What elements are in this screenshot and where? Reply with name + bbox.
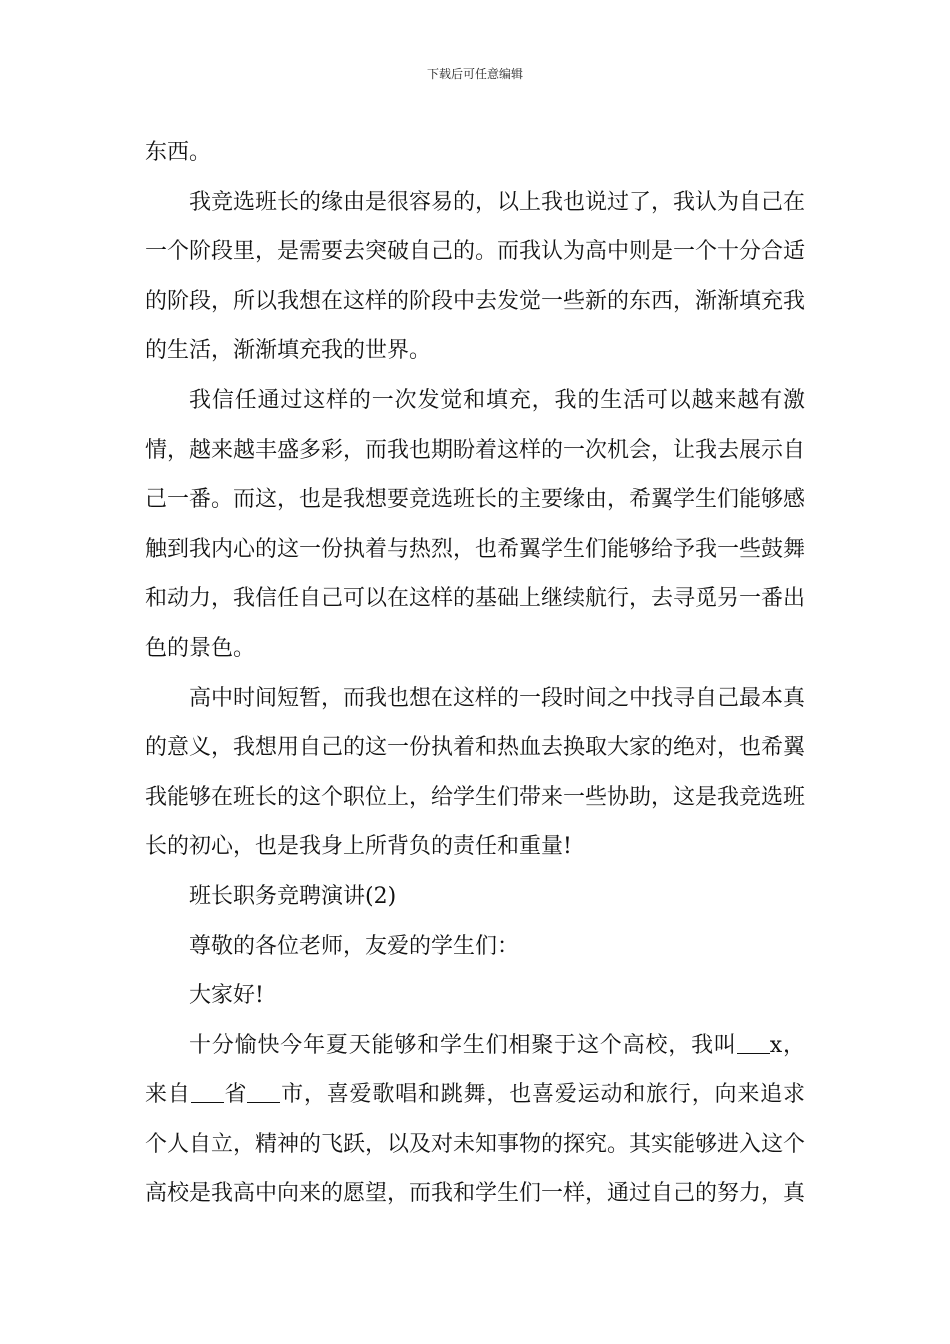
paragraph-text: 十分愉快今年夏天能够和学生们相聚于这个高校，我叫 [189, 1032, 737, 1058]
paragraph-text: x，来自 [145, 1032, 805, 1108]
greeting: 大家好! [189, 983, 264, 1009]
paragraph-text: 市，喜爱歌唱和跳舞，也喜爱运动和旅行，向来追求个人自立，精神的飞跃，以及对未知事物的探究。其实能够进入这个高校是我高中向来的愿望，而我和学生们一样，通过自己的努力，真 [145, 1082, 806, 1207]
fill-blank [191, 1080, 224, 1103]
page-header: 下载后可任意编辑 [426, 67, 523, 81]
document-body [145, 128, 805, 1219]
paragraph: 高中时间短暂，而我也想在这样的一段时间之中找寻自己最本真的意义，我想用自己的这一份执着和热血去换取大家的绝对，也希翼我能够在班长的这个职位上，给学生们带来一些协助，这是我竞选班长的初心，也是我身上所背负的责任和重量! [145, 685, 806, 860]
fill-blank [247, 1080, 280, 1103]
paragraph [145, 1021, 805, 1219]
paragraph: 我竞选班长的缘由是很容易的，以上我也说过了，我认为自己在一个阶段里，是需要去突破自己的。而我认为高中则是一个十分合适的阶段，所以我想在这样的阶段中去发觉一些新的东西，渐渐填充我的生活，渐渐填充我的世界。 [145, 189, 806, 364]
fill-blank [737, 1031, 770, 1054]
paragraph: 东西。 [145, 140, 212, 165]
section-title: 班长职务竞聘演讲(2) [189, 883, 397, 909]
salutation: 尊敬的各位老师，友爱的学生们： [189, 933, 520, 959]
paragraph-text: 省 [223, 1082, 248, 1108]
paragraph: 我信任通过这样的一次发觉和填充，我的生活可以越来越有激情，越来越丰盛多彩，而我也期盼着这样的一次机会，让我去展示自己一番。而这，也是我想要竞选班长的主要缘由，希翼学生们能够感触到我内心的这一份执着与热烈，也希翼学生们能够给予我一些鼓舞和动力，我信任自己可以在这样的基础上继续航行，去寻觅另一番出色的景色。 [145, 387, 806, 661]
